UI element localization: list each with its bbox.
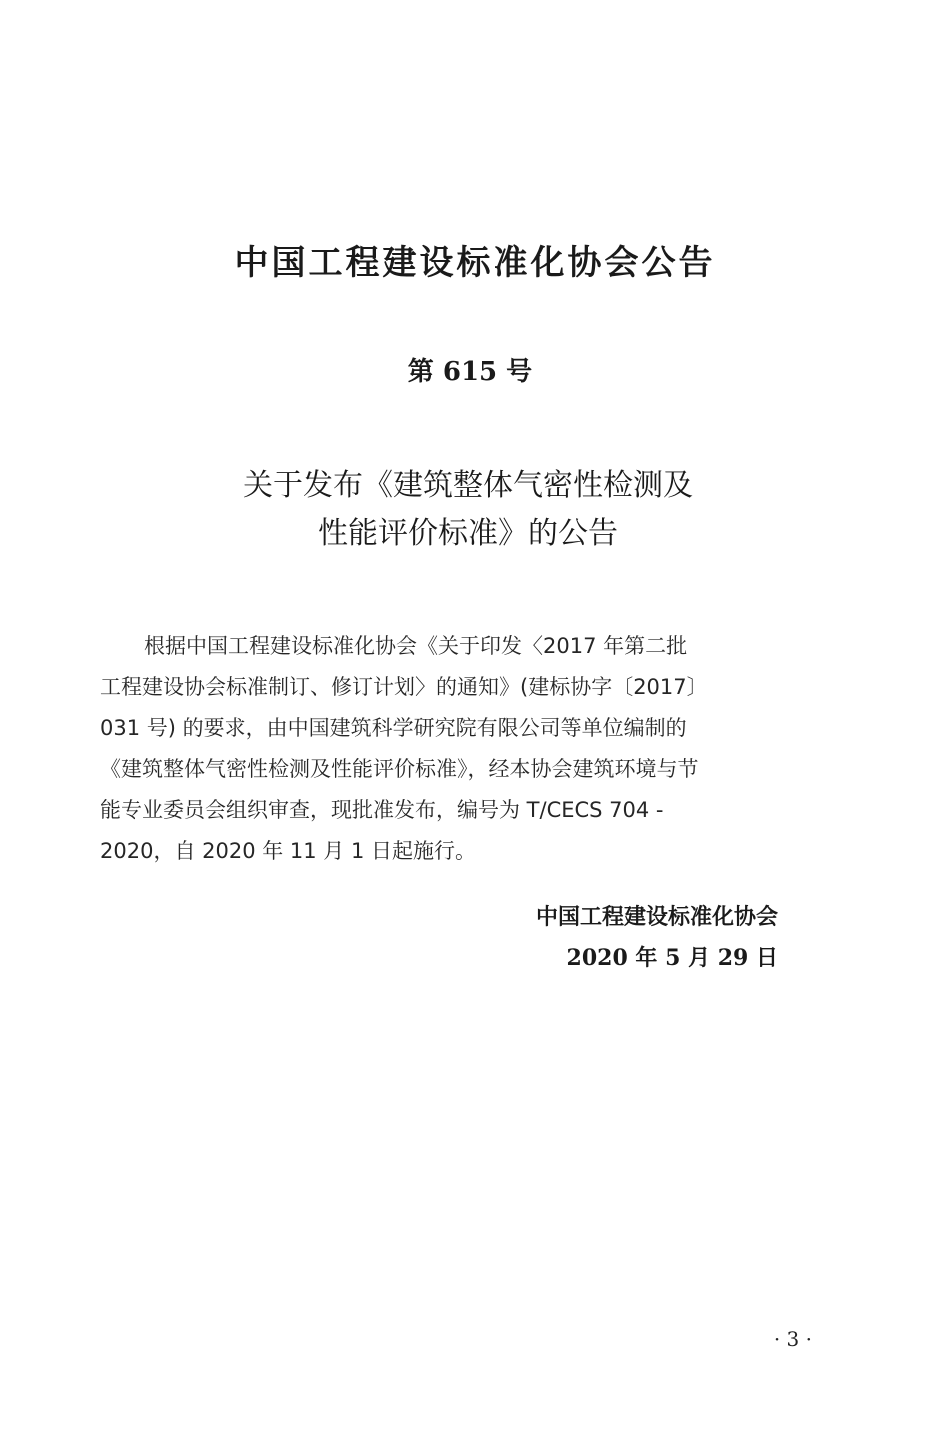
announcement-body <box>100 626 840 872</box>
announcement-subtitle <box>0 462 936 558</box>
page-number: · 3 · <box>773 1327 812 1351</box>
body-line: 工程建设协会标准制订、修订计划〉的通知》(建标协字〔2017〕 <box>100 675 708 699</box>
body-line: 能专业委员会组织审查，现批准发布，编号为 T/CECS 704 - <box>100 798 664 822</box>
issue-date: 2020 年 5 月 29 日 <box>566 945 778 971</box>
subtitle-line: 关于发布《建筑整体气密性检测及 <box>243 468 693 503</box>
subtitle-line: 性能评价标准》的公告 <box>318 516 618 551</box>
body-line: 《建筑整体气密性检测及性能评价标准》，经本协会建筑环境与节 <box>100 757 699 781</box>
issuer-signature: 中国工程建设标准化协会 <box>535 905 778 930</box>
announcement-number: 第 615 号 <box>407 357 533 387</box>
body-line: 根据中国工程建设标准化协会《关于印发〈2017 年第二批 <box>144 634 688 658</box>
announcement-title: 中国工程建设标准化协会公告 <box>234 243 716 283</box>
body-line: 2020，自 2020 年 11 月 1 日起施行。 <box>100 839 477 863</box>
body-line: 031 号) 的要求，由中国建筑科学研究院有限公司等单位编制的 <box>100 716 687 740</box>
